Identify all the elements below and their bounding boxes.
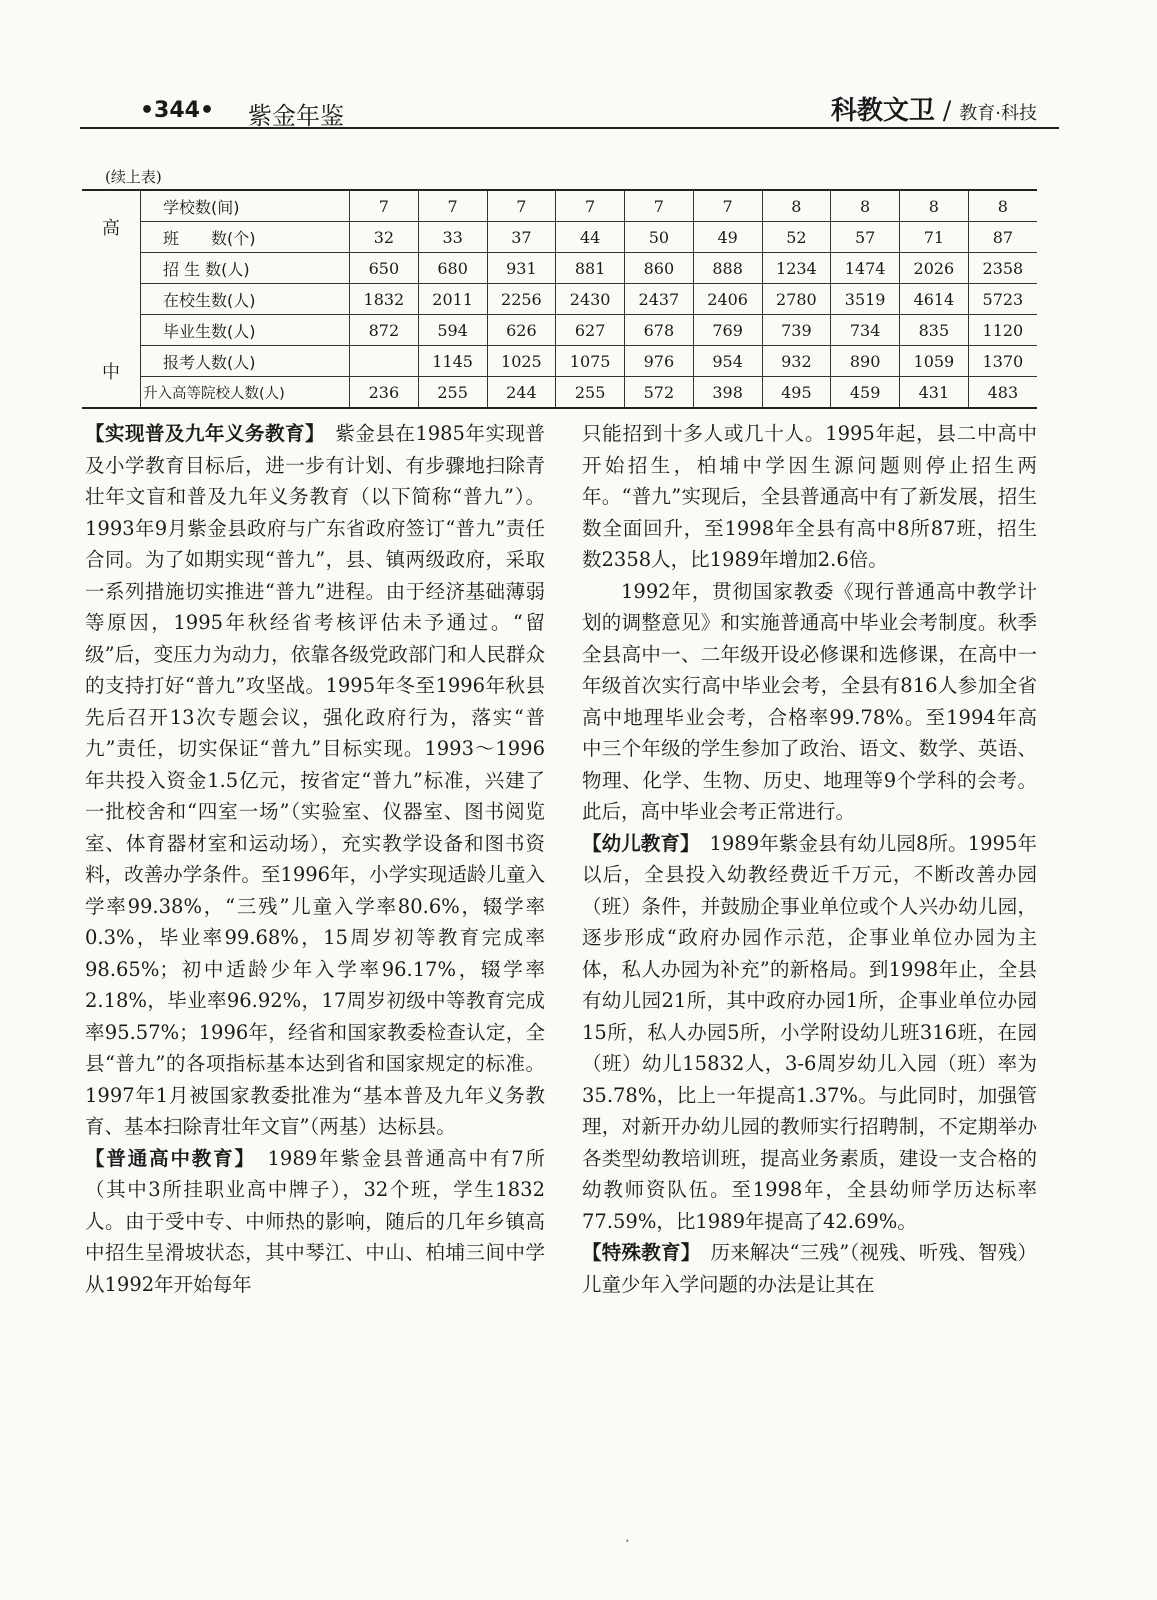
table-cell: 890 (831, 346, 900, 377)
table-cell: 32 (350, 222, 419, 253)
table-cell: 769 (693, 315, 762, 346)
table-cell: 255 (418, 377, 487, 409)
table-cell: 976 (625, 346, 694, 377)
table-cell: 932 (762, 346, 831, 377)
table-cell: 888 (693, 253, 762, 284)
table-cell: 1474 (831, 253, 900, 284)
table-cell: 87 (968, 222, 1037, 253)
row-label: 升入高等院校人数(人) (141, 377, 350, 409)
table-cell: 44 (556, 222, 625, 253)
section-sub: 教育·科技 (959, 103, 1037, 124)
text-compulsory-education: 紫金县在1985年实现普及小学教育目标后，进一步有计划、有步骤地扫除青壮年文盲和普及九年义务教育（以下简称“普九”）。1993年9月紫金县政府与广东省政府签订“普九”责任合同。为了如期实现“普九”，县、镇两级政府，采取一系列措施切实推进“普九”进程。由于经济基础薄弱等原因，1995年秋经省考核评估未予通过。“留级”后，变压力为动力，依靠各级党政部门和人民群众的支持打好“普九”攻坚战。1995年冬至1996年秋县先后召开13次专题会议，强化政府行为，落实“普九”责任，切实保证“普九”目标实现。1993～1996年共投入资金1.5亿元，按省定“普九”标准，兴建了一批校舍和“四室一场”（实验室、仪器室、图书阅览室、体育器材室和运动场），充实教学设备和图书资料，改善办学条件。至1996年，小学实现适龄儿童入学率99.38%，“三残”儿童入学率80.6%，辍学率0.3%，毕业率99.68%，15周岁初等教育完成率98.65%；初中适龄少年入学率96.17%，辍学率2.18%，毕业率96.92%，17周岁初级中等教育完成率95.57%；1996年，经省和国家教委检查认定，全县“普九”的各项指标基本达到省和国家规定的标准。1997年1月被国家教委批准为“基本普及九年义务教育、基本扫除青壮年文盲”（两基）达标县。 (85, 422, 545, 1138)
table-cell: 1075 (556, 346, 625, 377)
table-cell: 931 (487, 253, 556, 284)
table-cell: 8 (968, 190, 1037, 222)
table-cell: 459 (831, 377, 900, 409)
table-cell: 7 (350, 190, 419, 222)
table-cell: 650 (350, 253, 419, 284)
table-cell: 2358 (968, 253, 1037, 284)
text-preschool-education: 1989年紫金县有幼儿园8所。1995年以后，全县投入幼教经费近千万元，不断改善办园（班）条件，并鼓励企事业单位或个人兴办幼儿园，逐步形成“政府办园作示范，企事业单位办园为主体，私人办园为补充”的新格局。到1998年止，全县有幼儿园21所，其中政府办园1所，企事业单位办园15所，私人办园5所，小学附设幼儿班316班，在园（班）幼儿15832人，3-6周岁幼儿入园（班）率为35.78%，比上一年提高1.37%。与此同时，加强管理，对新开办幼儿园的教师实行招聘制，不定期举办各类型幼教培训班，提高业务素质，建设一支合格的幼教师资队伍。至1998年，全县幼师学历达标率77.59%，比1989年提高了42.69%。 (582, 831, 1037, 1233)
section-title (831, 90, 1037, 127)
table-cell: 7 (625, 190, 694, 222)
table-cell: 8 (831, 190, 900, 222)
paragraph-preschool-education (582, 828, 1037, 1238)
table-row (82, 315, 1037, 346)
table-cell: 3519 (831, 284, 900, 315)
table-cell: 2430 (556, 284, 625, 315)
heading-preschool-education: 【幼儿教育】 (582, 831, 690, 855)
table-cell: 680 (418, 253, 487, 284)
table-cell: 835 (900, 315, 969, 346)
table-cell: 8 (762, 190, 831, 222)
table-row (82, 253, 1037, 284)
row-label: 毕业生数(人) (141, 315, 350, 346)
table-cell: 1234 (762, 253, 831, 284)
table-cell: 1059 (900, 346, 969, 377)
table-row (82, 190, 1037, 222)
side-label-top: 高 (102, 218, 120, 239)
table-cell (350, 346, 419, 377)
table-cell: 2011 (418, 284, 487, 315)
table-cell: 594 (418, 315, 487, 346)
row-label: 招 生 数(人) (141, 253, 350, 284)
table-cell: 8 (900, 190, 969, 222)
row-label: 报考人数(人) (141, 346, 350, 377)
table-cell: 255 (556, 377, 625, 409)
table-cell: 572 (625, 377, 694, 409)
table-cell: 33 (418, 222, 487, 253)
table-cell: 52 (762, 222, 831, 253)
text-high-school-education: 1989年紫金县普通高中有7所（其中3所挂职业高中牌子），32个班，学生1832人。由于受中专、中师热的影响，随后的几年乡镇高中招生呈滑坡状态，其中琴江、中山、柏埔三间中学从1992年开始每年 (85, 1146, 545, 1296)
table-side-label (82, 190, 141, 408)
book-title: 紫金年鉴 (248, 102, 344, 130)
table-row (82, 222, 1037, 253)
table-cell: 57 (831, 222, 900, 253)
table-cell: 734 (831, 315, 900, 346)
table-cell: 5723 (968, 284, 1037, 315)
heading-special-education: 【特殊教育】 (582, 1241, 691, 1264)
table-row (82, 284, 1037, 315)
paragraph-high-school-continued: 只能招到十多人或几十人。1995年起，县二中高中开始招生，柏埔中学因生源问题则停止招生两年。“普九”实现后，全县普通高中有了新发展，招生数全面回升，至1998年全县有高中8所87班，招生数2358人，比1989年增加2.6倍。 (582, 422, 1037, 571)
row-label: 在校生数(人) (141, 284, 350, 315)
table-continued-note: (续上表) (105, 168, 162, 186)
table-cell: 398 (693, 377, 762, 409)
table-cell: 626 (487, 315, 556, 346)
table-cell: 1145 (418, 346, 487, 377)
table-cell: 37 (487, 222, 556, 253)
table-cell: 2256 (487, 284, 556, 315)
paragraph-graduation-exam: 1992年，贯彻国家教委《现行普通高中教学计划的调整意见》和实施普通高中毕业会考制度。秋季全县高中一、二年级开设必修课和选修课，在高中一年级首次实行高中毕业会考，全县有816人参加全省高中地理毕业会考，合格率99.78%。至1994年高中三个年级的学生参加了政治、语文、数学、英语、物理、化学、生物、历史、地理等9个学科的会考。此后，高中毕业会考正常进行。 (582, 579, 1037, 823)
table-cell: 627 (556, 315, 625, 346)
table-cell: 954 (693, 346, 762, 377)
statistics-table (82, 189, 1037, 409)
side-label-bottom: 中 (102, 362, 120, 383)
table-cell: 236 (350, 377, 419, 409)
paragraph-high-school-education (85, 1143, 545, 1301)
table-cell: 2406 (693, 284, 762, 315)
header-divider (80, 127, 1059, 129)
table-cell: 483 (968, 377, 1037, 409)
table-cell: 431 (900, 377, 969, 409)
table-cell: 1370 (968, 346, 1037, 377)
table-cell: 495 (762, 377, 831, 409)
table-cell: 7 (556, 190, 625, 222)
table-cell: 1120 (968, 315, 1037, 346)
page-header (80, 82, 1057, 130)
table-row (82, 346, 1037, 377)
table-row (82, 377, 1037, 409)
page-number: •344• (140, 98, 215, 123)
paragraph-compulsory-education (85, 418, 545, 1143)
row-label: 班 数(个) (141, 222, 350, 253)
table-cell: 71 (900, 222, 969, 253)
table-cell: 244 (487, 377, 556, 409)
table-cell: 2780 (762, 284, 831, 315)
table-cell: 7 (693, 190, 762, 222)
table-cell: 50 (625, 222, 694, 253)
paragraph-special-education (582, 1237, 1037, 1300)
row-label: 学校数(间) (141, 190, 350, 222)
section-separator: / (942, 96, 952, 125)
left-column (85, 418, 545, 1300)
table-cell: 881 (556, 253, 625, 284)
table-cell: 1832 (350, 284, 419, 315)
right-column (582, 418, 1037, 1300)
table-cell: 860 (625, 253, 694, 284)
page-mark: • (625, 1537, 630, 1546)
section-main: 科教文卫 (830, 96, 935, 126)
table-cell: 678 (625, 315, 694, 346)
table-cell: 2026 (900, 253, 969, 284)
table-cell: 4614 (900, 284, 969, 315)
table-cell: 872 (350, 315, 419, 346)
table-cell: 7 (418, 190, 487, 222)
heading-compulsory-education: 【实现普及九年义务教育】 (85, 422, 316, 445)
table-cell: 49 (693, 222, 762, 253)
table-cell: 2437 (625, 284, 694, 315)
table-cell: 739 (762, 315, 831, 346)
heading-high-school-education: 【普通高中教育】 (85, 1146, 247, 1170)
table-cell: 7 (487, 190, 556, 222)
text-special-education: 历来解决“三残”（视残、听残、智残）儿童少年入学问题的办法是让其在 (582, 1241, 1037, 1296)
table-cell: 1025 (487, 346, 556, 377)
